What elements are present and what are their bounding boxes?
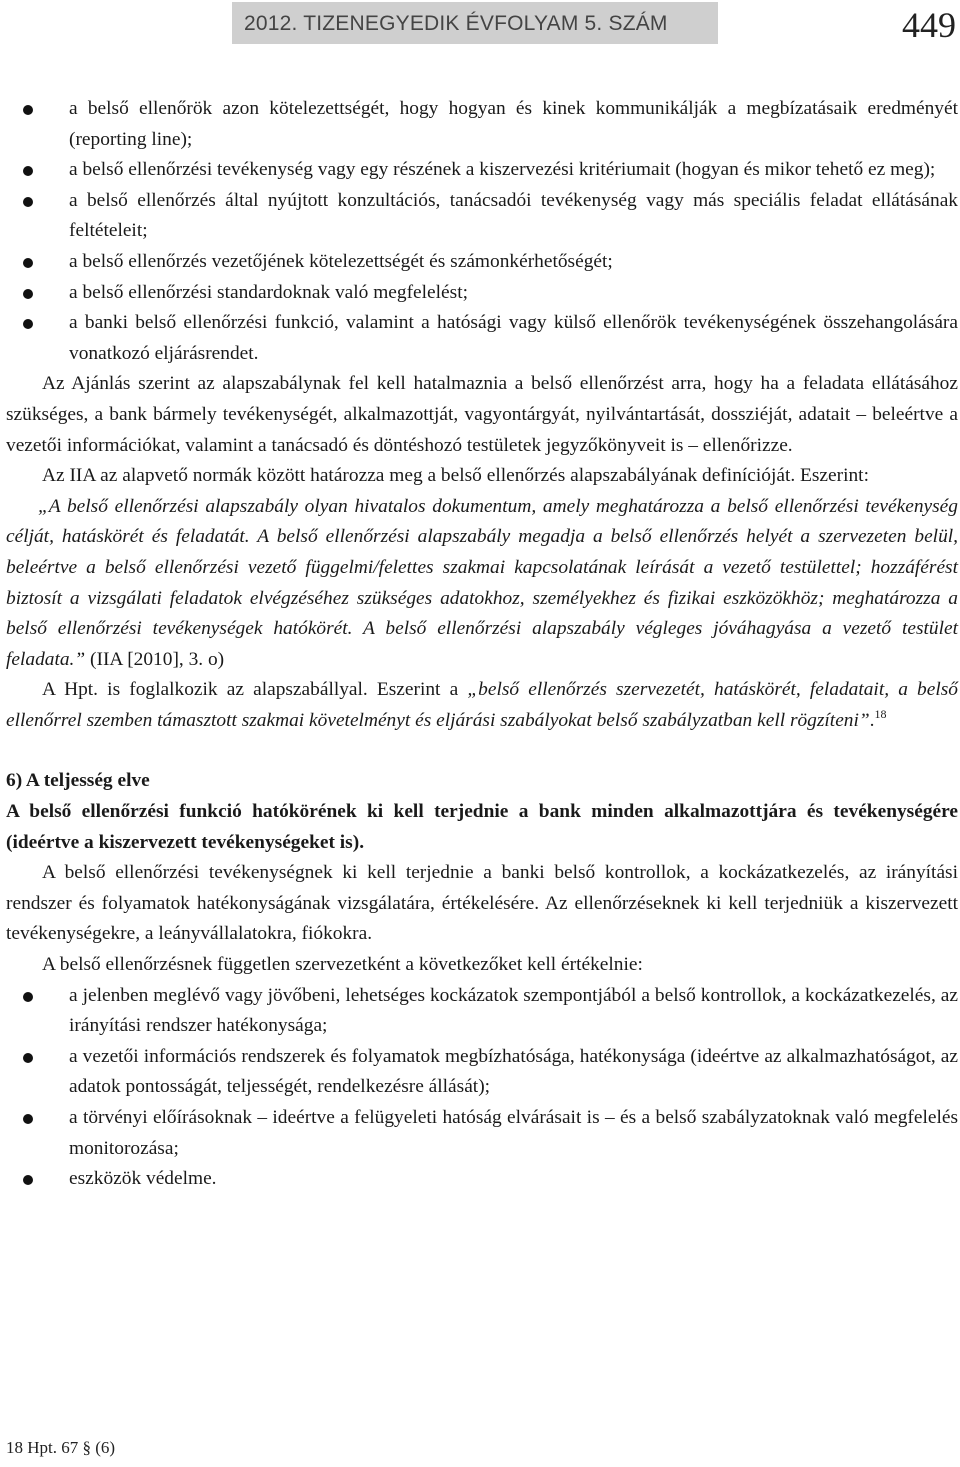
journal-issue-title: 2012. TIZENEGYEDIK ÉVFOLYAM 5. SZÁM	[244, 12, 668, 35]
list-item: a törvényi előírásoknak – ideértve a felügyeleti hatóság elvárásait is – és a belső szabályzatoknak való megfelelés monitorozása;	[6, 1103, 958, 1164]
requirements-list	[6, 94, 958, 369]
hpt-lead: A Hpt. is foglalkozik az alapszabállyal. Eszerint a	[42, 679, 468, 701]
quote-citation: (IIA [2010], 3. o)	[90, 648, 225, 670]
list-item: a belső ellenőrzés vezetőjének kötelezettségét és számonkérhetőségét;	[6, 247, 958, 278]
section-heading: 6) A teljesség elve	[6, 770, 150, 792]
paragraph-hpt	[6, 675, 958, 736]
iia-quote	[6, 492, 958, 676]
hpt-quote: „belső ellenőrzés szervezetét, hatáskörét, feladatait, a belső ellenőrrel szemben támasztott szakmai követelményt és eljárási szabályokat belső szabályzatban kell rögzíteni”	[6, 679, 958, 731]
list-item: a banki belső ellenőrzési funkció, valamint a hatósági vagy külső ellenőrök tevékenységének összehangolására vonatkozó eljárásrendet.	[6, 308, 958, 369]
page-number: 449	[902, 5, 956, 45]
list-item: a jelenben meglévő vagy jövőbeni, lehetséges kockázatok szempontjából a belső kontrollok, a kockázatkezelés, az irányítási rendszer hatékonysága;	[6, 981, 958, 1042]
hpt-tail: .	[869, 709, 875, 731]
list-item: a belső ellenőrzési standardoknak való megfelelést;	[6, 278, 958, 309]
paragraph-ajanlas: Az Ajánlás szerint az alapszabálynak fel kell hatalmaznia a belső ellenőrzést arra, hogy ha a feladata ellátásához szükséges, a bank bármely tevékenységét, alkalmazottját, vagyontárgyát, nyilvántartását, dossziéját, adatait – beleértve a vezetői információkat, valamint a tanácsadó és döntéshozó testületek jegyzőkönyveit is – ellenőrizze.	[6, 373, 958, 456]
evaluation-list	[6, 981, 958, 1195]
list-item: a belső ellenőrök azon kötelezettségét, hogy hogyan és kinek kommunikálják a megbízatásaik eredményét (reporting line);	[6, 94, 958, 155]
list-item: eszközök védelme.	[6, 1164, 958, 1195]
paragraph-scope: A belső ellenőrzési tevékenységnek ki kell terjednie a banki belső kontrollok, a kockázatkezelés, az irányítási rendszer és folyamatok hatékonyságának vizsgálatára, értékelésére. Az ellenőrzéseknek ki kell terjedniük a kiszervezett tevékenységekre, a leányvállalatokra, fiókokra.	[6, 862, 958, 945]
paragraph-evaluation-intro: A belső ellenőrzésnek független szervezetként a következőket kell értékelnie:	[42, 954, 643, 976]
list-item: a vezetői információs rendszerek és folyamatok megbízhatósága, hatékonysága (ideértve az alkalmazhatóságot, az adatok pontosságát, teljességét, rendelkezésre állását);	[6, 1042, 958, 1103]
principle-statement: A belső ellenőrzési funkció hatókörének ki kell terjednie a bank minden alkalmazottjára és tevékenységére (ideértve a kiszervezett tevékenységeket is).	[6, 801, 958, 853]
paragraph-iia: Az IIA az alapvető normák között határozza meg a belső ellenőrzés alapszabályának definícióját. Eszerint:	[42, 465, 869, 487]
footnote-ref: 18	[874, 706, 887, 721]
list-item: a belső ellenőrzési tevékenység vagy egy részének a kiszervezési kritériumait (hogyan és mikor tehető ez meg);	[6, 155, 958, 186]
page-body	[6, 94, 958, 1195]
quote-text: „A belső ellenőrzési alapszabály olyan hivatalos dokumentum, amely meghatározza a belső ellenőrzési tevékenység célját, hatáskörét és feladatát. A belső ellenőrzési alapszabály megadja a belső ellenőrzés helyét a szervezeten belül, beleértve a belső ellenőrzési vezető függelmi/felettes szakmai kapcsolatának leírását a vezető testülettel; hozzáférést biztosít a vizsgálati feladatok elvégzéséhez szükséges adatokhoz, személyekhez és fizikai eszközökhöz; meghatározza a belső ellenőrzési tevékenységek hatókörét. A belső ellenőrzési alapszabály végleges jóváhagyása a vezető testület feladata.”	[6, 495, 958, 670]
list-item: a belső ellenőrzés által nyújtott konzultációs, tanácsadói tevékenység vagy más speciális feladat ellátásának feltételeit;	[6, 186, 958, 247]
footnote: 18 Hpt. 67 § (6)	[6, 1438, 116, 1457]
